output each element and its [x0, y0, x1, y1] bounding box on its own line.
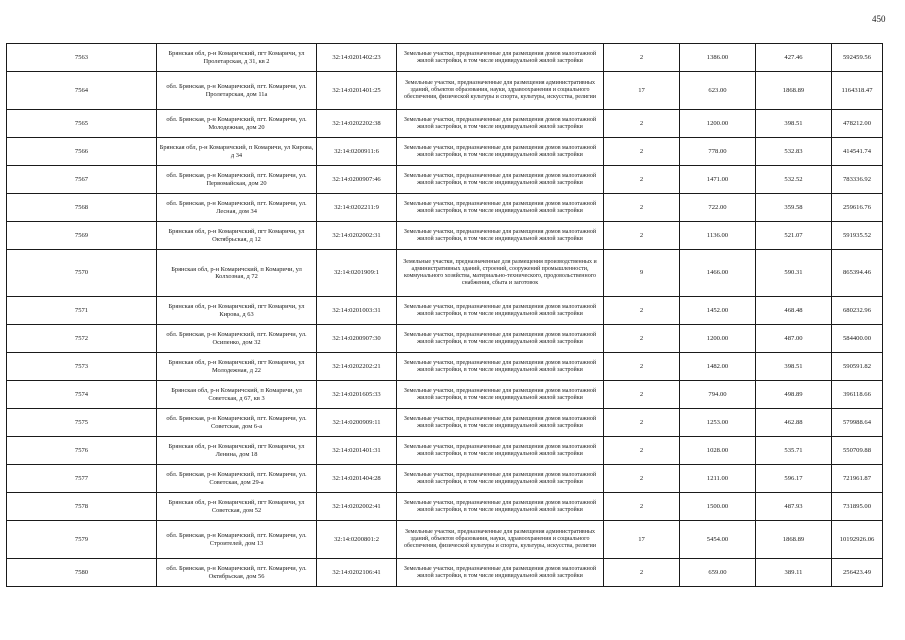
land-registry-table: [6, 43, 883, 587]
row-permitted-use: Земельные участки, предназначенные для размещения домов малоэтажной жилой застройки, в том числе индивидуальной жилой застройки: [397, 409, 604, 437]
row-permitted-use: Земельные участки, предназначенные для размещения домов малоэтажной жилой застройки, в том числе индивидуальной жилой застройки: [397, 44, 604, 72]
row-permitted-use: Земельные участки, предназначенные для размещения административных зданий, объектов образования, науки, здравоохранения и социального обеспечения, физической культуры и спорта, культуры, искусства, религии: [397, 72, 604, 110]
row-number: 7563: [7, 44, 157, 72]
row-permitted-use: Земельные участки, предназначенные для размещения домов малоэтажной жилой застройки, в том числе индивидуальной жилой застройки: [397, 493, 604, 521]
row-cadastral-value: 865394.46: [832, 250, 883, 297]
row-area: 1200.00: [680, 325, 756, 353]
row-number: 7574: [7, 381, 157, 409]
table-row: [7, 409, 883, 437]
row-cadastral-number: 32:14:0200909:11: [317, 409, 397, 437]
row-cadastral-number: 32:14:0201909:1: [317, 250, 397, 297]
row-cadastral-value: 414541.74: [832, 138, 883, 166]
row-cadastral-value: 550709.88: [832, 437, 883, 465]
row-specific-value: 398.51: [756, 353, 832, 381]
row-use-group: 2: [604, 493, 680, 521]
row-use-group: 17: [604, 72, 680, 110]
row-address: Брянская обл, р-н Комаричский, пгт Комаричи, ул Кирова, д 63: [157, 297, 317, 325]
row-area: 1482.00: [680, 353, 756, 381]
row-area: 1452.00: [680, 297, 756, 325]
table-row: [7, 521, 883, 559]
table-row: [7, 138, 883, 166]
row-cadastral-number: 32:14:0200911:6: [317, 138, 397, 166]
row-number: 7573: [7, 353, 157, 381]
row-specific-value: 359.58: [756, 194, 832, 222]
row-specific-value: 1868.89: [756, 72, 832, 110]
row-number: 7566: [7, 138, 157, 166]
row-cadastral-number: 32:14:0202002:31: [317, 222, 397, 250]
row-permitted-use: Земельные участки, предназначенные для размещения домов малоэтажной жилой застройки, в том числе индивидуальной жилой застройки: [397, 325, 604, 353]
row-cadastral-number: 32:14:0202202:21: [317, 353, 397, 381]
row-specific-value: 462.88: [756, 409, 832, 437]
row-cadastral-value: 579988.64: [832, 409, 883, 437]
row-permitted-use: Земельные участки, предназначенные для размещения домов малоэтажной жилой застройки, в том числе индивидуальной жилой застройки: [397, 353, 604, 381]
row-area: 1386.00: [680, 44, 756, 72]
row-use-group: 9: [604, 250, 680, 297]
row-address: Брянская обл, р-н Комаричский, пгт Комаричи, ул Пролетарская, д 31, кв 2: [157, 44, 317, 72]
row-specific-value: 596.17: [756, 465, 832, 493]
row-number: 7570: [7, 250, 157, 297]
row-use-group: 2: [604, 409, 680, 437]
row-address: Брянская обл, р-н Комаричский, пгт Комаричи, ул Ленина, дом 18: [157, 437, 317, 465]
row-cadastral-number: 32:14:0200801:2: [317, 521, 397, 559]
row-number: 7576: [7, 437, 157, 465]
row-use-group: 2: [604, 381, 680, 409]
row-specific-value: 398.51: [756, 110, 832, 138]
row-address: обл. Брянская, р-н Комаричский, пгт. Комаричи, ул. Строителей, дом 13: [157, 521, 317, 559]
row-use-group: 2: [604, 437, 680, 465]
row-specific-value: 487.00: [756, 325, 832, 353]
row-cadastral-number: 32:14:0202106:41: [317, 559, 397, 587]
row-cadastral-number: 32:14:0201404:28: [317, 465, 397, 493]
row-number: 7564: [7, 72, 157, 110]
row-use-group: 2: [604, 465, 680, 493]
table-row: [7, 465, 883, 493]
row-permitted-use: Земельные участки, предназначенные для размещения административных зданий, объектов образования, науки, здравоохранения и социального обеспечения, физической культуры и спорта, культуры, искусства, религии: [397, 521, 604, 559]
row-cadastral-number: 32:14:0202202:38: [317, 110, 397, 138]
row-cadastral-value: 478212.00: [832, 110, 883, 138]
row-number: 7568: [7, 194, 157, 222]
row-number: 7572: [7, 325, 157, 353]
row-number: 7577: [7, 465, 157, 493]
row-permitted-use: Земельные участки, предназначенные для размещения домов малоэтажной жилой застройки, в том числе индивидуальной жилой застройки: [397, 110, 604, 138]
row-number: 7579: [7, 521, 157, 559]
row-use-group: 2: [604, 325, 680, 353]
row-number: 7575: [7, 409, 157, 437]
row-cadastral-value: 680232.96: [832, 297, 883, 325]
row-address: Брянская обл, р-н Комаричский, п Комаричи, ул Советская, д 67, кв 3: [157, 381, 317, 409]
table-row: [7, 437, 883, 465]
row-cadastral-number: 32:14:0201401:31: [317, 437, 397, 465]
row-cadastral-value: 721961.87: [832, 465, 883, 493]
row-permitted-use: Земельные участки, предназначенные для размещения производственных и административных зданий, строений, сооружений промышленности, коммунального хозяйства, материально-технического, продовольственного снабжения, сбыта и заготовок: [397, 250, 604, 297]
row-use-group: 2: [604, 353, 680, 381]
row-specific-value: 590.31: [756, 250, 832, 297]
row-area: 5454.00: [680, 521, 756, 559]
row-area: 778.00: [680, 138, 756, 166]
row-cadastral-number: 32:14:0202002:41: [317, 493, 397, 521]
table-row: [7, 297, 883, 325]
page-number: 450: [872, 14, 886, 24]
row-address: обл. Брянская, р-н Комаричский, пгт. Комаричи, ул. Советская, дом 29-а: [157, 465, 317, 493]
row-permitted-use: Земельные участки, предназначенные для размещения домов малоэтажной жилой застройки, в том числе индивидуальной жилой застройки: [397, 559, 604, 587]
row-number: 7578: [7, 493, 157, 521]
row-use-group: 17: [604, 521, 680, 559]
row-cadastral-value: 590591.82: [832, 353, 883, 381]
row-cadastral-value: 256423.49: [832, 559, 883, 587]
row-address: обл. Брянская, р-н Комаричский, пгт. Комаричи, ул. Пролетарская, дом 11а: [157, 72, 317, 110]
row-specific-value: 532.52: [756, 166, 832, 194]
table-row: [7, 381, 883, 409]
row-area: 1466.00: [680, 250, 756, 297]
table-row: [7, 325, 883, 353]
row-use-group: 2: [604, 297, 680, 325]
row-permitted-use: Земельные участки, предназначенные для размещения домов малоэтажной жилой застройки, в том числе индивидуальной жилой застройки: [397, 166, 604, 194]
row-permitted-use: Земельные участки, предназначенные для размещения домов малоэтажной жилой застройки, в том числе индивидуальной жилой застройки: [397, 297, 604, 325]
row-area: 1471.00: [680, 166, 756, 194]
table-row: [7, 194, 883, 222]
row-cadastral-number: 32:14:0201402:23: [317, 44, 397, 72]
row-use-group: 2: [604, 44, 680, 72]
row-cadastral-number: 32:14:0201605:33: [317, 381, 397, 409]
row-use-group: 2: [604, 194, 680, 222]
row-permitted-use: Земельные участки, предназначенные для размещения домов малоэтажной жилой застройки, в том числе индивидуальной жилой застройки: [397, 138, 604, 166]
row-area: 1211.00: [680, 465, 756, 493]
row-cadastral-value: 10192926.06: [832, 521, 883, 559]
row-cadastral-value: 584400.00: [832, 325, 883, 353]
row-cadastral-value: 592459.56: [832, 44, 883, 72]
row-specific-value: 535.71: [756, 437, 832, 465]
row-cadastral-value: 731895.00: [832, 493, 883, 521]
row-address: обл. Брянская, р-н Комаричский, пгт. Комаричи, ул. Осипенко, дом 32: [157, 325, 317, 353]
row-cadastral-value: 1164318.47: [832, 72, 883, 110]
row-cadastral-number: 32:14:0200907:30: [317, 325, 397, 353]
row-address: Брянская обл, р-н Комаричский, пгт Комаричи, ул Октябрьская, д 12: [157, 222, 317, 250]
row-number: 7571: [7, 297, 157, 325]
row-specific-value: 1868.89: [756, 521, 832, 559]
row-area: 1028.00: [680, 437, 756, 465]
table-row: [7, 493, 883, 521]
row-address: обл. Брянская, р-н Комаричский, пгт. Комаричи, ул. Молодежная, дом 20: [157, 110, 317, 138]
row-use-group: 2: [604, 110, 680, 138]
row-cadastral-number: 32:14:0200907:46: [317, 166, 397, 194]
row-area: 794.00: [680, 381, 756, 409]
row-number: 7580: [7, 559, 157, 587]
row-permitted-use: Земельные участки, предназначенные для размещения домов малоэтажной жилой застройки, в том числе индивидуальной жилой застройки: [397, 222, 604, 250]
row-specific-value: 498.89: [756, 381, 832, 409]
row-number: 7569: [7, 222, 157, 250]
table-row: [7, 44, 883, 72]
row-number: 7565: [7, 110, 157, 138]
table-row: [7, 353, 883, 381]
row-address: Брянская обл, р-н Комаричский, п Комаричи, ул Колхозная, д 72: [157, 250, 317, 297]
row-address: обл. Брянская, р-н Комаричский, пгт. Комаричи, ул. Советская, дом 6-а: [157, 409, 317, 437]
row-area: 659.00: [680, 559, 756, 587]
row-area: 722.00: [680, 194, 756, 222]
row-address: Брянская обл, р-н Комаричский, п Комаричи, ул Кирова, д 34: [157, 138, 317, 166]
table-row: [7, 110, 883, 138]
row-cadastral-value: 783336.92: [832, 166, 883, 194]
table-row: [7, 559, 883, 587]
row-specific-value: 487.93: [756, 493, 832, 521]
row-address: обл. Брянская, р-н Комаричский, пгт. Комаричи, ул. Лесная, дом 34: [157, 194, 317, 222]
row-cadastral-number: 32:14:0202211:9: [317, 194, 397, 222]
row-specific-value: 427.46: [756, 44, 832, 72]
row-cadastral-number: 32:14:0201401:25: [317, 72, 397, 110]
row-cadastral-value: 591935.52: [832, 222, 883, 250]
row-address: Брянская обл, р-н Комаричский, пгт Комаричи, ул Молодежная, д 22: [157, 353, 317, 381]
table-row: [7, 72, 883, 110]
row-use-group: 2: [604, 559, 680, 587]
row-specific-value: 468.48: [756, 297, 832, 325]
row-specific-value: 532.83: [756, 138, 832, 166]
row-cadastral-number: 32:14:0201003:31: [317, 297, 397, 325]
row-number: 7567: [7, 166, 157, 194]
table-row: [7, 250, 883, 297]
row-cadastral-value: 259616.76: [832, 194, 883, 222]
row-area: 1500.00: [680, 493, 756, 521]
row-permitted-use: Земельные участки, предназначенные для размещения домов малоэтажной жилой застройки, в том числе индивидуальной жилой застройки: [397, 381, 604, 409]
row-area: 1200.00: [680, 110, 756, 138]
row-use-group: 2: [604, 138, 680, 166]
row-area: 1253.00: [680, 409, 756, 437]
table-row: [7, 166, 883, 194]
row-use-group: 2: [604, 166, 680, 194]
row-specific-value: 389.11: [756, 559, 832, 587]
row-address: обл. Брянская, р-н Комаричский, пгт. Комаричи, ул. Октябрьская, дом 56: [157, 559, 317, 587]
row-area: 623.00: [680, 72, 756, 110]
row-use-group: 2: [604, 222, 680, 250]
row-area: 1136.00: [680, 222, 756, 250]
row-permitted-use: Земельные участки, предназначенные для размещения домов малоэтажной жилой застройки, в том числе индивидуальной жилой застройки: [397, 437, 604, 465]
row-address: Брянская обл, р-н Комаричский, пгт Комаричи, ул Советская, дом 52: [157, 493, 317, 521]
row-cadastral-value: 396118.66: [832, 381, 883, 409]
row-permitted-use: Земельные участки, предназначенные для размещения домов малоэтажной жилой застройки, в том числе индивидуальной жилой застройки: [397, 194, 604, 222]
row-address: обл. Брянская, р-н Комаричский, пгт. Комаричи, ул. Первомайская, дом 20: [157, 166, 317, 194]
table-row: [7, 222, 883, 250]
row-permitted-use: Земельные участки, предназначенные для размещения домов малоэтажной жилой застройки, в том числе индивидуальной жилой застройки: [397, 465, 604, 493]
row-specific-value: 521.07: [756, 222, 832, 250]
